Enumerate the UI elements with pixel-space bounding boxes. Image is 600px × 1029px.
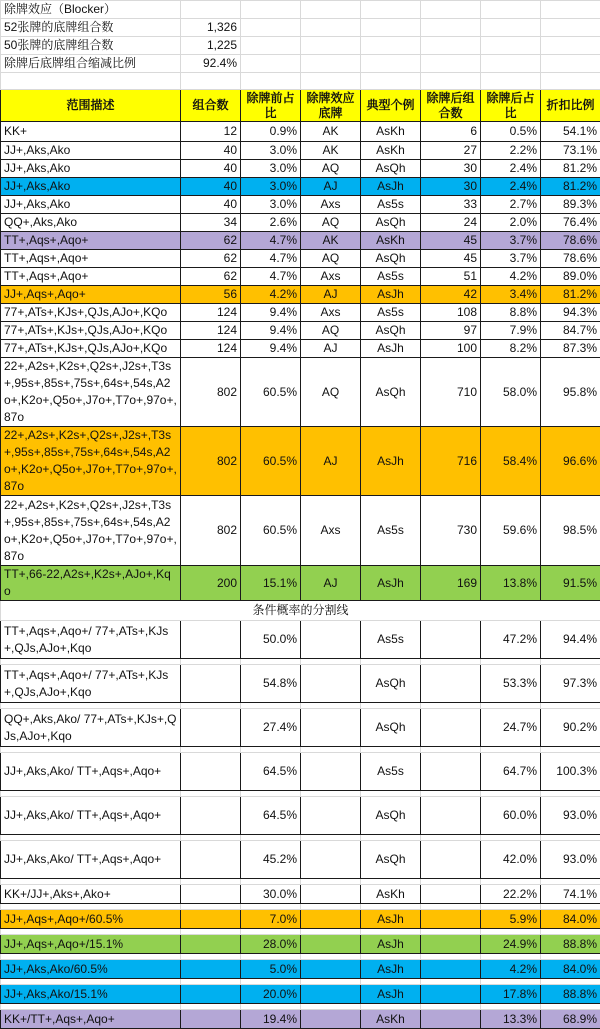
blocker-cell: Axs [301, 268, 361, 286]
post-combos-cell: 45 [421, 250, 481, 268]
pre-share-cell: 2.6% [241, 214, 301, 232]
combos-cell [181, 885, 241, 904]
post-combos-cell: 30 [421, 178, 481, 196]
example-cell: AsQh [361, 665, 421, 703]
blocker-cell [301, 621, 361, 659]
info-row-title [1, 1, 600, 19]
info-row-ratio [1, 55, 600, 73]
post-share-cell: 58.4% [481, 427, 541, 496]
range-cell: JJ+,Aks,Ako/ TT+,Aqs+,Aqo+ [1, 841, 181, 879]
range-cell: KK+/TT+,Aqs+,Aqo+ [1, 1010, 181, 1029]
example-cell: AsQh [361, 841, 421, 879]
blocker-cell: AQ [301, 358, 361, 427]
pre-share-cell: 15.1% [241, 566, 301, 601]
blocker-cell: AJ [301, 427, 361, 496]
combos-cell: 40 [181, 160, 241, 178]
pre-share-cell: 64.5% [241, 797, 301, 835]
post-combos-cell [421, 885, 481, 904]
table-row [1, 885, 600, 904]
discount-cell: 78.6% [541, 232, 600, 250]
range-cell: TT+,Aqs+,Aqo+ [1, 232, 181, 250]
discount-cell: 84.0% [541, 910, 600, 929]
post-share-cell: 2.0% [481, 214, 541, 232]
range-cell: 77+,ATs+,KJs+,QJs,AJo+,KQo [1, 322, 181, 340]
range-cell: JJ+,Aqs+,Aqo+/60.5% [1, 910, 181, 929]
range-cell: QQ+,Aks,Ako/ 77+,ATs+,KJs+,QJs,AJo+,Kqo [1, 709, 181, 747]
blocker-cell [301, 1010, 361, 1029]
combos-cell: 802 [181, 358, 241, 427]
combos-cell: 124 [181, 340, 241, 358]
range-cell: TT+,66-22,A2s+,K2s+,AJo+,Kqo [1, 566, 181, 601]
discount-cell: 89.3% [541, 196, 600, 214]
blocker-cell: Axs [301, 496, 361, 566]
range-cell: 77+,ATs+,KJs+,QJs,AJo+,KQo [1, 340, 181, 358]
discount-cell: 74.1% [541, 885, 600, 904]
combos-cell [181, 709, 241, 747]
example-cell: AsQh [361, 322, 421, 340]
blocker-cell [301, 665, 361, 703]
example-cell: AsQh [361, 709, 421, 747]
discount-cell: 81.2% [541, 160, 600, 178]
post-combos-cell: 97 [421, 322, 481, 340]
table-row [1, 427, 600, 496]
post-share-cell: 58.0% [481, 358, 541, 427]
combos-cell: 802 [181, 496, 241, 566]
table-row [1, 142, 600, 160]
pre-share-cell: 3.0% [241, 196, 301, 214]
range-cell: KK+ [1, 122, 181, 142]
example-cell: As5s [361, 268, 421, 286]
pre-share-cell: 3.0% [241, 160, 301, 178]
range-cell: KK+/JJ+,Aks+,Ako+ [1, 885, 181, 904]
example-cell: AsJh [361, 340, 421, 358]
range-cell: 77+,ATs+,KJs+,QJs,AJo+,KQo [1, 304, 181, 322]
table-row [1, 797, 600, 835]
pre-share-cell: 3.0% [241, 178, 301, 196]
post-share-cell: 2.4% [481, 178, 541, 196]
discount-cell: 88.8% [541, 935, 600, 954]
combos-cell: 200 [181, 566, 241, 601]
example-cell: AsJh [361, 178, 421, 196]
range-cell: TT+,Aqs+,Aqo+ [1, 250, 181, 268]
table-row [1, 178, 600, 196]
example-cell: AsQh [361, 250, 421, 268]
combos-cell: 62 [181, 250, 241, 268]
discount-cell: 88.8% [541, 985, 600, 1004]
pre-share-cell: 7.0% [241, 910, 301, 929]
combos-cell [181, 621, 241, 659]
header-row [1, 90, 600, 122]
pre-share-cell: 0.9% [241, 122, 301, 142]
blocker-cell [301, 985, 361, 1004]
blocker-cell [301, 709, 361, 747]
example-cell: As5s [361, 496, 421, 566]
combos-cell: 62 [181, 268, 241, 286]
pre-share-cell: 4.7% [241, 232, 301, 250]
discount-cell: 93.0% [541, 797, 600, 835]
pre-share-cell: 60.5% [241, 358, 301, 427]
combos-cell [181, 841, 241, 879]
post-combos-cell [421, 1010, 481, 1029]
discount-cell: 94.4% [541, 621, 600, 659]
post-share-cell: 60.0% [481, 797, 541, 835]
range-cell: JJ+,Aks,Ako [1, 196, 181, 214]
blocker-cell [301, 885, 361, 904]
info-value: 1,225 [181, 37, 241, 55]
discount-cell: 81.2% [541, 178, 600, 196]
post-combos-cell [421, 910, 481, 929]
table-row [1, 250, 600, 268]
pre-share-cell: 64.5% [241, 753, 301, 791]
blocker-cell: AQ [301, 322, 361, 340]
discount-cell: 97.3% [541, 665, 600, 703]
discount-cell: 95.8% [541, 358, 600, 427]
discount-cell: 94.3% [541, 304, 600, 322]
header-blocker: 除牌效应底牌 [301, 90, 361, 122]
info-label: 除牌效应（Blocker） [1, 1, 181, 19]
info-label: 50张牌的底牌组合数 [1, 37, 181, 55]
post-combos-cell: 100 [421, 340, 481, 358]
blocker-cell: AQ [301, 250, 361, 268]
table-row [1, 709, 600, 747]
post-combos-cell: 108 [421, 304, 481, 322]
pre-share-cell: 4.7% [241, 250, 301, 268]
post-share-cell: 3.7% [481, 232, 541, 250]
post-combos-cell [421, 665, 481, 703]
divider-row [1, 601, 600, 621]
post-combos-cell [421, 797, 481, 835]
post-share-cell: 7.9% [481, 322, 541, 340]
table-row [1, 196, 600, 214]
example-cell: AsKh [361, 232, 421, 250]
example-cell: AsKh [361, 885, 421, 904]
pre-share-cell: 45.2% [241, 841, 301, 879]
info-row-52 [1, 19, 600, 37]
post-combos-cell: 51 [421, 268, 481, 286]
range-cell: JJ+,Aks,Ako/60.5% [1, 960, 181, 979]
combos-cell: 12 [181, 122, 241, 142]
discount-cell: 84.0% [541, 960, 600, 979]
info-value: 92.4% [181, 55, 241, 73]
example-cell: AsKh [361, 142, 421, 160]
pre-share-cell: 9.4% [241, 322, 301, 340]
post-share-cell: 13.8% [481, 566, 541, 601]
table-row [1, 621, 600, 659]
blocker-cell: AK [301, 142, 361, 160]
table-row [1, 841, 600, 879]
combos-cell: 40 [181, 142, 241, 160]
blocker-cell: Axs [301, 196, 361, 214]
example-cell: AsKh [361, 122, 421, 142]
combos-cell: 62 [181, 232, 241, 250]
discount-cell: 87.3% [541, 340, 600, 358]
post-combos-cell [421, 621, 481, 659]
example-cell: AsJh [361, 910, 421, 929]
post-share-cell: 24.9% [481, 935, 541, 954]
combos-cell [181, 753, 241, 791]
table-row [1, 304, 600, 322]
discount-cell: 89.0% [541, 268, 600, 286]
blank-row [1, 73, 600, 90]
blocker-cell: AJ [301, 566, 361, 601]
example-cell: AsJh [361, 427, 421, 496]
example-cell: AsQh [361, 797, 421, 835]
discount-cell: 98.5% [541, 496, 600, 566]
post-combos-cell: 30 [421, 160, 481, 178]
post-share-cell: 42.0% [481, 841, 541, 879]
post-combos-cell: 6 [421, 122, 481, 142]
header-post-share: 除牌后占比 [481, 90, 541, 122]
example-cell: AsJh [361, 566, 421, 601]
header-example: 典型个例 [361, 90, 421, 122]
combos-cell [181, 797, 241, 835]
blocker-cell [301, 753, 361, 791]
example-cell: As5s [361, 304, 421, 322]
table-row [1, 286, 600, 304]
discount-cell: 90.2% [541, 709, 600, 747]
discount-cell: 84.7% [541, 322, 600, 340]
info-value [181, 1, 241, 19]
post-share-cell: 47.2% [481, 621, 541, 659]
post-combos-cell: 710 [421, 358, 481, 427]
range-cell: JJ+,Aks,Ako/ TT+,Aqs+,Aqo+ [1, 797, 181, 835]
post-combos-cell [421, 709, 481, 747]
table-row [1, 160, 600, 178]
post-combos-cell: 45 [421, 232, 481, 250]
post-share-cell: 0.5% [481, 122, 541, 142]
pre-share-cell: 4.7% [241, 268, 301, 286]
range-cell: TT+,Aqs+,Aqo+/ 77+,ATs+,KJs+,QJs,AJo+,Kqo [1, 665, 181, 703]
range-cell: JJ+,Aqs+,Aqo+ [1, 286, 181, 304]
post-share-cell: 4.2% [481, 268, 541, 286]
combos-cell [181, 935, 241, 954]
post-combos-cell [421, 841, 481, 879]
discount-cell: 78.6% [541, 250, 600, 268]
blocker-cell: AK [301, 122, 361, 142]
combos-cell: 40 [181, 178, 241, 196]
discount-cell: 81.2% [541, 286, 600, 304]
range-cell: JJ+,Aks,Ako/15.1% [1, 985, 181, 1004]
blocker-cell: AJ [301, 340, 361, 358]
discount-cell: 73.1% [541, 142, 600, 160]
table-row [1, 665, 600, 703]
range-cell: TT+,Aqs+,Aqo+/ 77+,ATs+,KJs+,QJs,AJo+,Kqo [1, 621, 181, 659]
post-share-cell: 59.6% [481, 496, 541, 566]
post-share-cell: 4.2% [481, 960, 541, 979]
header-pre-share: 除牌前占比 [241, 90, 301, 122]
post-share-cell: 53.3% [481, 665, 541, 703]
pre-share-cell: 9.4% [241, 304, 301, 322]
post-share-cell: 24.7% [481, 709, 541, 747]
post-share-cell: 13.3% [481, 1010, 541, 1029]
example-cell: AsJh [361, 286, 421, 304]
table-row [1, 985, 600, 1004]
post-combos-cell: 33 [421, 196, 481, 214]
header-range: 范围描述 [1, 90, 181, 122]
blocker-cell: AQ [301, 214, 361, 232]
blocker-cell: AJ [301, 286, 361, 304]
table-row [1, 753, 600, 791]
post-combos-cell [421, 753, 481, 791]
table-row [1, 935, 600, 954]
pre-share-cell: 60.5% [241, 427, 301, 496]
example-cell: AsQh [361, 358, 421, 427]
table-row [1, 910, 600, 929]
post-share-cell: 2.4% [481, 160, 541, 178]
post-combos-cell [421, 935, 481, 954]
blocker-cell [301, 910, 361, 929]
discount-cell: 76.4% [541, 214, 600, 232]
combos-cell: 56 [181, 286, 241, 304]
info-label: 52张牌的底牌组合数 [1, 19, 181, 37]
post-share-cell: 22.2% [481, 885, 541, 904]
discount-cell: 93.0% [541, 841, 600, 879]
info-value: 1,326 [181, 19, 241, 37]
blocker-cell [301, 797, 361, 835]
post-share-cell: 3.7% [481, 250, 541, 268]
table-row [1, 340, 600, 358]
blocker-cell: AJ [301, 178, 361, 196]
range-cell: 22+,A2s+,K2s+,Q2s+,J2s+,T3s+,95s+,85s+,75s+,64s+,54s,A2o+,K2o+,Q5o+,J7o+,T7o+,97o+,87o [1, 496, 181, 566]
pre-share-cell: 3.0% [241, 142, 301, 160]
table-row [1, 214, 600, 232]
post-share-cell: 8.2% [481, 340, 541, 358]
blocker-cell [301, 841, 361, 879]
post-combos-cell: 27 [421, 142, 481, 160]
pre-share-cell: 60.5% [241, 496, 301, 566]
combos-cell: 40 [181, 196, 241, 214]
pre-share-cell: 30.0% [241, 885, 301, 904]
range-cell: 22+,A2s+,K2s+,Q2s+,J2s+,T3s+,95s+,85s+,75s+,64s+,54s,A2o+,K2o+,Q5o+,J7o+,T7o+,97o+,87o [1, 427, 181, 496]
post-combos-cell [421, 985, 481, 1004]
table-row [1, 322, 600, 340]
example-cell: AsJh [361, 935, 421, 954]
pre-share-cell: 54.8% [241, 665, 301, 703]
post-combos-cell [421, 960, 481, 979]
example-cell: AsQh [361, 160, 421, 178]
pre-share-cell: 19.4% [241, 1010, 301, 1029]
pre-share-cell: 28.0% [241, 935, 301, 954]
discount-cell: 96.6% [541, 427, 600, 496]
table-row [1, 496, 600, 566]
combos-cell [181, 1010, 241, 1029]
table-row [1, 1010, 600, 1029]
discount-cell: 68.9% [541, 1010, 600, 1029]
post-share-cell: 8.8% [481, 304, 541, 322]
table-row [1, 566, 600, 601]
post-share-cell: 2.7% [481, 196, 541, 214]
combos-cell: 124 [181, 322, 241, 340]
combos-cell: 34 [181, 214, 241, 232]
post-share-cell: 3.4% [481, 286, 541, 304]
pre-share-cell: 20.0% [241, 985, 301, 1004]
example-cell: AsKh [361, 1010, 421, 1029]
table-row [1, 268, 600, 286]
post-combos-cell: 716 [421, 427, 481, 496]
post-combos-cell: 42 [421, 286, 481, 304]
pre-share-cell: 4.2% [241, 286, 301, 304]
pre-share-cell: 50.0% [241, 621, 301, 659]
post-share-cell: 64.7% [481, 753, 541, 791]
table-row [1, 358, 600, 427]
post-share-cell: 2.2% [481, 142, 541, 160]
pre-share-cell: 27.4% [241, 709, 301, 747]
table-row [1, 960, 600, 979]
divider-label: 条件概率的分割线 [1, 601, 600, 621]
example-cell: AsJh [361, 985, 421, 1004]
discount-cell: 100.3% [541, 753, 600, 791]
example-cell: AsJh [361, 960, 421, 979]
combos-cell: 802 [181, 427, 241, 496]
range-cell: JJ+,Aks,Ako [1, 142, 181, 160]
pre-share-cell: 9.4% [241, 340, 301, 358]
blocker-cell: AQ [301, 160, 361, 178]
info-row-50 [1, 37, 600, 55]
combos-cell: 124 [181, 304, 241, 322]
post-share-cell: 5.9% [481, 910, 541, 929]
combos-cell [181, 665, 241, 703]
table-row [1, 122, 600, 142]
range-cell: JJ+,Aks,Ako [1, 160, 181, 178]
example-cell: As5s [361, 753, 421, 791]
range-cell: JJ+,Aqs+,Aqo+/15.1% [1, 935, 181, 954]
post-combos-cell: 24 [421, 214, 481, 232]
blocker-cell [301, 935, 361, 954]
combos-cell [181, 960, 241, 979]
table-row [1, 232, 600, 250]
info-label: 除牌后底牌组合缩减比例 [1, 55, 181, 73]
discount-cell: 91.5% [541, 566, 600, 601]
combos-cell [181, 910, 241, 929]
range-cell: JJ+,Aks,Ako/ TT+,Aqs+,Aqo+ [1, 753, 181, 791]
example-cell: As5s [361, 196, 421, 214]
header-combos: 组合数 [181, 90, 241, 122]
header-discount: 折扣比例 [541, 90, 600, 122]
blocker-cell: AK [301, 232, 361, 250]
pre-share-cell: 5.0% [241, 960, 301, 979]
combos-cell [181, 985, 241, 1004]
range-cell: 22+,A2s+,K2s+,Q2s+,J2s+,T3s+,95s+,85s+,75s+,64s+,54s,A2o+,K2o+,Q5o+,J7o+,T7o+,97o+,87o [1, 358, 181, 427]
post-combos-cell: 169 [421, 566, 481, 601]
range-cell: TT+,Aqs+,Aqo+ [1, 268, 181, 286]
header-post-combos: 除牌后组合数 [421, 90, 481, 122]
example-cell: AsQh [361, 214, 421, 232]
post-share-cell: 17.8% [481, 985, 541, 1004]
range-cell: JJ+,Aks,Ako [1, 178, 181, 196]
example-cell: As5s [361, 621, 421, 659]
blocker-cell: Axs [301, 304, 361, 322]
post-combos-cell: 730 [421, 496, 481, 566]
range-cell: QQ+,Aks,Ako [1, 214, 181, 232]
discount-cell: 54.1% [541, 122, 600, 142]
blocker-cell [301, 960, 361, 979]
